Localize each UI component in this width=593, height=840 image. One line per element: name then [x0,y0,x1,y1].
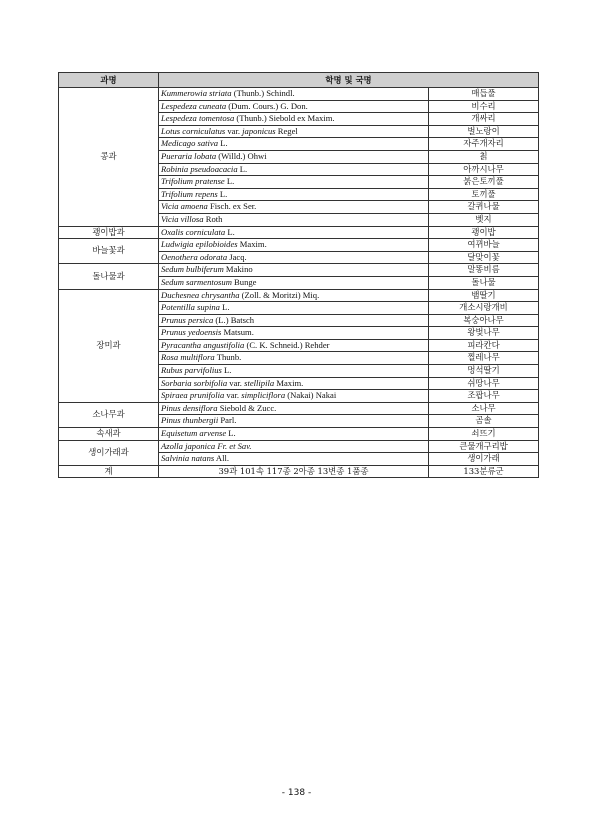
table-row [59,239,539,252]
korean-name: 벳지 [429,213,539,226]
korean-name: 붉은토끼풀 [429,176,539,189]
scientific-name [159,390,429,403]
scientific-name-author: (L.) Batsch [213,314,255,325]
korean-name: 복숭아나무 [429,314,539,327]
header-family: 과명 [59,73,159,88]
family-name: 괭이밥과 [59,226,159,239]
scientific-name-author: Jacq. [227,251,247,262]
korean-name: 뱀딸기 [429,289,539,302]
scientific-name-author: (C. K. Schneid.) Rehder [244,339,330,350]
scientific-name [159,150,429,163]
total-summary: 39과 101속 117종 2아종 13변종 1품종 [159,465,429,478]
scientific-name-italic: Trifolium repens [161,188,218,199]
korean-name: 여뀌바늘 [429,239,539,252]
family-name: 생이가래과 [59,440,159,465]
scientific-name [159,213,429,226]
korean-name: 괭이밥 [429,226,539,239]
scientific-name-author: (Zoll. & Moritzi) Miq. [239,289,320,300]
korean-name: 왕벚나무 [429,327,539,340]
korean-name: 벌노랑이 [429,125,539,138]
korean-name: 찔레나무 [429,352,539,365]
scientific-name-italic: Pinus densiflora [161,402,218,413]
scientific-name-author: Maxim. [274,377,304,388]
korean-name: 쉬땅나무 [429,377,539,390]
scientific-name-italic: Pueraria lobata [161,150,217,161]
total-row [59,465,539,478]
scientific-name-italic: Rosa multiflora [161,352,215,363]
korean-name: 돌나물 [429,276,539,289]
scientific-name-italic: Oxalis corniculata [161,226,226,237]
scientific-name-italic: stellipila [244,377,275,388]
scientific-name-italic: Ludwigia epilobioides [161,239,238,250]
scientific-name-author: Parl. [218,415,237,426]
scientific-name [159,402,429,415]
scientific-name-italic: Sorbaria sorbifolia [161,377,228,388]
scientific-name [159,352,429,365]
korean-name: 매듭풀 [429,88,539,101]
scientific-name-author: Matsum. [221,327,254,338]
scientific-name-author: Bunge [231,276,257,287]
scientific-name-italic: Lespedeza cuneata [161,100,227,111]
scientific-name-italic: Vicia villosa [161,213,204,224]
korean-name: 토끼풀 [429,188,539,201]
korean-name: 갈퀴나물 [429,201,539,214]
scientific-name-italic: Lotus corniculatus [161,125,226,136]
scientific-name-author: (Thunb.) Siebold ex Maxim. [234,113,335,124]
scientific-name [159,188,429,201]
scientific-name-italic: Pyracantha angustifolia [161,339,245,350]
species-table [58,72,539,478]
korean-name: 소나무 [429,402,539,415]
scientific-name [159,125,429,138]
family-name: 바늘꽃과 [59,239,159,264]
scientific-name-author: var. [225,125,243,136]
family-name: 속새과 [59,428,159,441]
scientific-name-italic: Vicia amoena [161,201,208,212]
scientific-name-italic: Kummerowia striata [161,88,232,98]
scientific-name [159,314,429,327]
korean-name: 큰물개구리밥 [429,440,539,453]
scientific-name-author: var. [227,377,245,388]
scientific-name [159,100,429,113]
scientific-name-author: L. [221,365,232,376]
scientific-name-author: Regel [275,125,298,136]
scientific-name [159,415,429,428]
scientific-name-italic: Spiraea prunifolia [161,390,225,401]
total-count: 133분류군 [429,465,539,478]
scientific-name-italic: Potentilla supina [161,302,220,313]
korean-name: 칡 [429,150,539,163]
table-row [59,88,539,101]
total-label: 계 [59,465,159,478]
table-row [59,289,539,302]
scientific-name [159,289,429,302]
scientific-name-italic: Oenothera odorata [161,251,228,262]
korean-name: 피라칸다 [429,339,539,352]
scientific-name-italic: Sedum sarmentosum [161,276,232,287]
korean-name: 개소시랑개비 [429,302,539,315]
scientific-name-italic: Salvinia natans [161,453,215,464]
scientific-name-author: L. [226,428,236,439]
scientific-name-italic: Robinia pseudoacacia [161,163,238,174]
scientific-name-author: L. [219,302,230,313]
korean-name: 개싸리 [429,113,539,126]
scientific-name-italic: Prunus persica [161,314,214,325]
scientific-name [159,440,429,453]
scientific-name [159,365,429,378]
scientific-name-italic: Trifolium pratense [161,176,225,187]
scientific-name-italic: Rubus parvifolius [161,365,222,376]
scientific-name [159,264,429,277]
scientific-name [159,251,429,264]
korean-name: 자주개자리 [429,138,539,151]
header-species: 학명 및 국명 [159,73,539,88]
scientific-name [159,88,429,101]
scientific-name-author: L. [224,176,235,187]
table-row [59,402,539,415]
korean-name: 멍석딸기 [429,365,539,378]
scientific-name-italic: Medicago sativa [161,138,219,149]
scientific-name [159,377,429,390]
scientific-name [159,163,429,176]
scientific-name [159,201,429,214]
table-row [59,226,539,239]
scientific-name-author: L. [218,138,228,149]
scientific-name-italic: japonicus [242,125,276,136]
scientific-name-author: Siebold & Zucc. [217,402,277,413]
scientific-name-author: (Nakai) Nakai [285,390,337,401]
family-name: 콩과 [59,88,159,227]
table-row [59,428,539,441]
table-row [59,440,539,453]
scientific-name-author: L. [237,163,248,174]
scientific-name [159,327,429,340]
korean-name: 아까시나무 [429,163,539,176]
scientific-name [159,453,429,466]
family-name: 돌나물과 [59,264,159,289]
scientific-name-author: All. [214,453,230,464]
table-header-row [59,73,539,88]
korean-name: 말똥비름 [429,264,539,277]
scientific-name-author: L. [225,226,235,237]
table-body [59,88,539,466]
scientific-name-author: var. [224,390,242,401]
scientific-name [159,113,429,126]
scientific-name-author: (Dum. Cours.) G. Don. [226,100,308,111]
scientific-name-italic: Lespedeza tomentosa [161,113,235,124]
scientific-name [159,276,429,289]
korean-name: 달맞이꽃 [429,251,539,264]
scientific-name-author: Thunb. [214,352,242,363]
korean-name: 조팝나무 [429,390,539,403]
scientific-name [159,339,429,352]
scientific-name-italic: Duchesnea chrysantha [161,289,240,300]
scientific-name-italic: Equisetum arvense [161,428,227,439]
family-name: 장미과 [59,289,159,402]
family-name: 소나무과 [59,402,159,427]
scientific-name-author: Roth [203,213,223,224]
scientific-name [159,138,429,151]
scientific-name-italic: Sedum bulbiferum [161,264,224,275]
scientific-name-author: Makino [223,264,253,275]
scientific-name-author: Maxim. [237,239,267,250]
scientific-name-author: (Willd.) Ohwi [216,150,267,161]
scientific-name-italic: Azolla japonica Fr. et Sav. [161,440,252,451]
scientific-name-italic: simpliciflora [241,390,286,401]
korean-name: 생이가래 [429,453,539,466]
table-row [59,264,539,277]
scientific-name-author: L. [217,188,228,199]
page-number: - 138 - [281,788,312,798]
korean-name: 곰솔 [429,415,539,428]
scientific-name-author: Fisch. ex Ser. [207,201,257,212]
scientific-name-italic: Prunus yedoensis [161,327,222,338]
scientific-name [159,302,429,315]
scientific-name [159,176,429,189]
scientific-name-italic: Pinus thunbergii [161,415,219,426]
scientific-name [159,428,429,441]
scientific-name-author: (Thunb.) Schindl. [231,88,295,98]
scientific-name [159,226,429,239]
scientific-name [159,239,429,252]
korean-name: 쇠뜨기 [429,428,539,441]
korean-name: 비수리 [429,100,539,113]
